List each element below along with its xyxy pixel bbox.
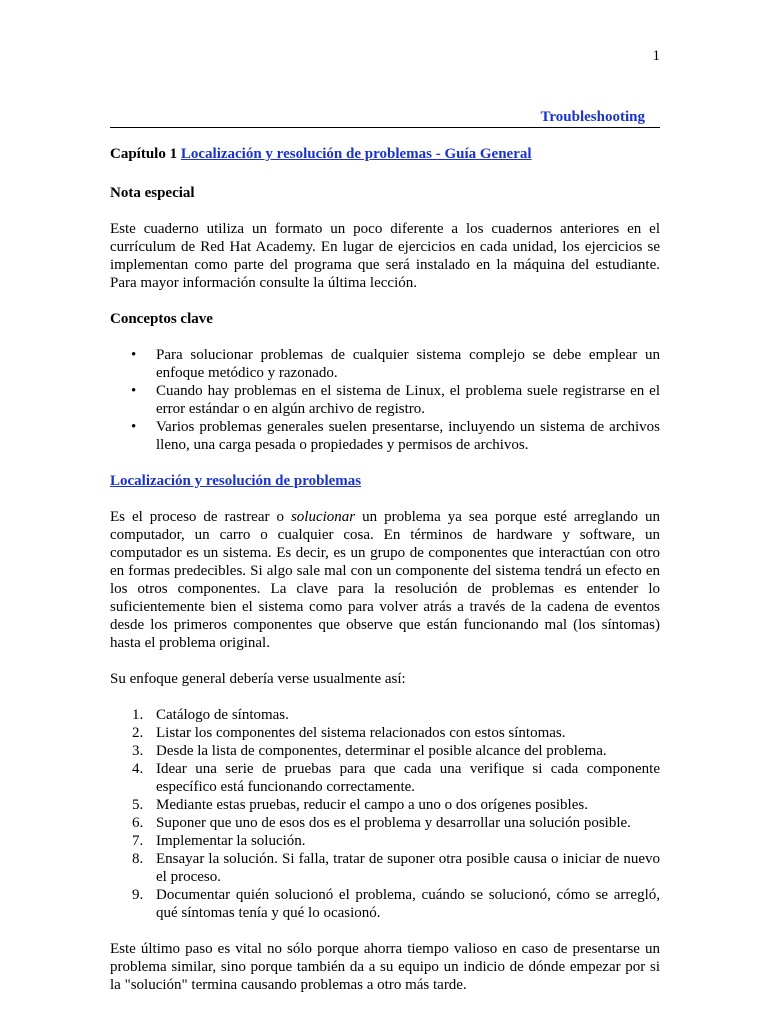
chapter-label: Capítulo 1 xyxy=(110,146,178,162)
step-number: 8. xyxy=(132,851,144,867)
step-number: 7. xyxy=(132,833,144,849)
chapter-heading xyxy=(110,145,660,163)
section-heading-link[interactable]: Localización y resolución de problemas xyxy=(110,473,362,489)
step-text: Implementar la solución. xyxy=(156,833,306,849)
step-item xyxy=(132,706,660,724)
conceptos-heading: Conceptos clave xyxy=(110,311,213,327)
list-item: • Para solucionar problemas de cualquier sistema complejo se debe emplear un enfoque metódico y razonado. xyxy=(156,346,660,382)
steps-list xyxy=(110,706,660,922)
step-number: 1. xyxy=(132,707,144,723)
step-item xyxy=(132,850,660,886)
step-item xyxy=(132,742,660,760)
step-item xyxy=(132,796,660,814)
step-text: Ensayar la solución. Si falla, tratar de suponer otra posible causa o iniciar de nuevo el proceso. xyxy=(156,851,660,885)
conceptos-list xyxy=(110,346,660,454)
step-text: Idear una serie de pruebas para que cada una verifique si cada componente específico está funcionando correctamente. xyxy=(156,761,660,795)
step-text: Mediante estas pruebas, reducir el campo a uno o dos orígenes posibles. xyxy=(156,797,588,813)
step-text: Desde la lista de componentes, determinar el posible alcance del problema. xyxy=(156,743,607,759)
step-item xyxy=(132,760,660,796)
running-header-link[interactable]: Troubleshooting xyxy=(540,109,645,125)
list-item: • Cuando hay problemas en el sistema de Linux, el problema suele registrarse en el error estándar o en algún archivo de registro. xyxy=(156,382,660,418)
page-number: 1 xyxy=(652,48,660,64)
step-number: 4. xyxy=(132,761,144,777)
closing-paragraph: Este último paso es vital no sólo porque ahorra tiempo valioso en caso de presentarse un problema similar, sino porque también da a su equipo un indicio de dónde empezar por si la "solución" termina causando problemas a otro más tarde. xyxy=(110,941,660,993)
step-item xyxy=(132,832,660,850)
intro-text: un problema ya sea porque esté arreglando un computador, un carro o cualquier cosa. En términos de hardware y software, un computador es un sistema. Es decir, es un grupo de componentes que interactúan con otro en formas predecibles. Si algo sale mal con un componente del sistema tendrá un efecto en los otros componentes. La clave para la resolución de problemas es entender lo suficientemente bien el sistema como para volver atrás a través de la cadena de eventos desde los primeros componentes que observe que están funcionando mal (los síntomas) hasta el problema original. xyxy=(110,509,660,651)
step-item xyxy=(132,724,660,742)
step-number: 9. xyxy=(132,887,144,903)
list-item: • Varios problemas generales suelen presentarse, incluyendo un sistema de archivos lleno, una carga pesada o propiedades y permisos de archivos. xyxy=(156,418,660,454)
step-text: Documentar quién solucionó el problema, cuándo se solucionó, cómo se arregló, qué síntomas tenía y qué lo ocasionó. xyxy=(156,887,660,921)
nota-heading: Nota especial xyxy=(110,185,195,201)
header-rule xyxy=(110,127,660,128)
intro-paragraph xyxy=(110,508,660,652)
step-number: 3. xyxy=(132,743,144,759)
intro-text: Es el proceso de rastrear o xyxy=(110,509,291,525)
step-number: 6. xyxy=(132,815,144,831)
step-item xyxy=(132,886,660,922)
step-text: Catálogo de síntomas. xyxy=(156,707,289,723)
step-number: 2. xyxy=(132,725,144,741)
step-number: 5. xyxy=(132,797,144,813)
document-body xyxy=(110,145,660,1012)
step-text: Listar los componentes del sistema relacionados con estos síntomas. xyxy=(156,725,566,741)
step-item xyxy=(132,814,660,832)
step-text: Suponer que uno de esos dos es el problema y desarrollar una solución posible. xyxy=(156,815,631,831)
approach-paragraph: Su enfoque general debería verse usualmente así: xyxy=(110,671,406,687)
nota-paragraph: Este cuaderno utiliza un formato un poco diferente a los cuadernos anteriores en el currículum de Red Hat Academy. En lugar de ejercicios en cada unidad, los ejercicios se implementan como parte del programa que será instalado en la máquina del estudiante. Para mayor información consulte la última lección. xyxy=(110,221,660,291)
chapter-title-link[interactable]: Localización y resolución de problemas - Guía General xyxy=(180,146,532,162)
intro-emphasis: solucionar xyxy=(290,509,356,525)
